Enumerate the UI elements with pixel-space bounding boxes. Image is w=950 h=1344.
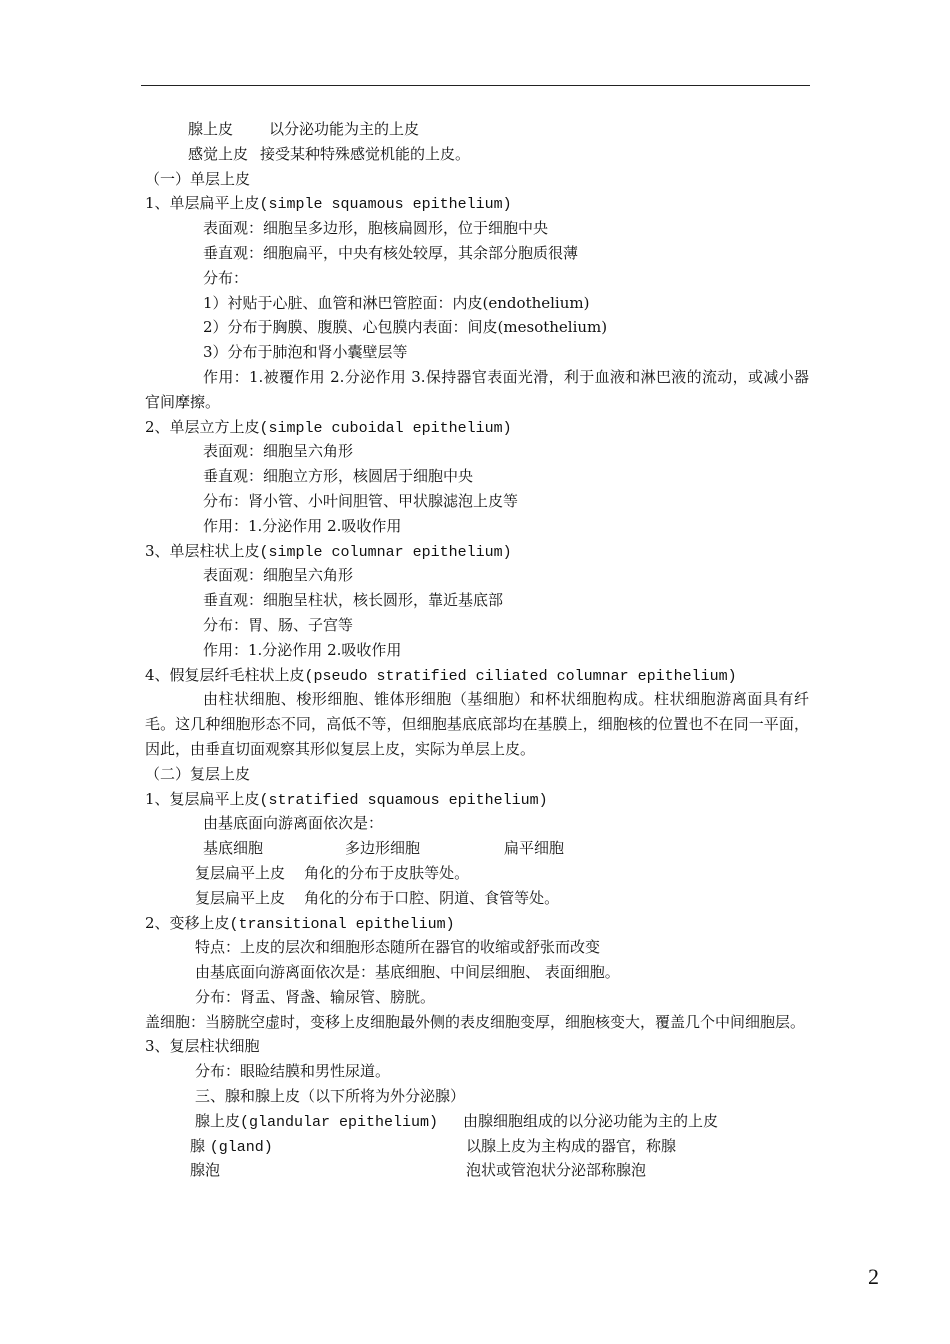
simple-cuboidal-vertical: 垂直观：细胞立方形，核圆居于细胞中央: [203, 467, 474, 486]
intro-sensory: [145, 142, 809, 167]
simple-cuboidal-surface: 表面观：细胞呈六角形: [203, 442, 354, 461]
title-cn: 2、变移上皮: [145, 913, 230, 932]
simple-cuboidal-distribution: 分布：肾小管、小叶间胆管、甲状腺滤泡上皮等: [203, 491, 519, 510]
stratified-squamous-keratinized: 复层扁平上皮 角化的分布于皮肤等处。: [195, 863, 470, 882]
simple-columnar-distribution: 分布：胃、肠、子宫等: [203, 615, 354, 634]
simple-squamous-surface: 表面观：细胞呈多边形，胞核扁圆形，位于细胞中央: [203, 219, 549, 238]
simple-columnar-vertical: 垂直观：细胞呈柱状，核长圆形，靠近基底部: [203, 591, 504, 610]
title-cn: 4、假复层纤毛柱状上皮: [145, 665, 305, 684]
title-en: (stratified squamous epithelium): [259, 791, 548, 809]
term-cn: 腺上皮: [195, 1111, 241, 1130]
gland-row-acinus: [145, 1158, 809, 1183]
heading-simple-columnar: [145, 539, 809, 564]
term-cn: 腺泡: [190, 1161, 221, 1180]
stratified-squamous-layers: [145, 836, 809, 861]
layer-polygonal: 多边形细胞: [345, 839, 421, 858]
heading-simple-squamous: [145, 191, 809, 216]
transitional-distribution: 分布：肾盂、肾盏、输尿管、膀胱。: [195, 987, 436, 1006]
simple-squamous-function: 作用：1.被覆作用 2.分泌作用 3.保持器官表面光滑，利于血液和淋巴液的流动，或减小器官间摩擦。: [145, 367, 809, 411]
gland-row-gland: [145, 1134, 809, 1159]
transitional-order: 由基底面向游离面依次是：基底细胞、中间层细胞、 表面细胞。: [195, 963, 620, 982]
stratified-columnar-distribution: 分布：眼睑结膜和男性尿道。: [195, 1062, 391, 1081]
section-heading-gland: 三、腺和腺上皮（以下所将为外分泌腺）: [195, 1087, 466, 1106]
title-en: (simple squamous epithelium): [259, 196, 512, 214]
gland-term: [190, 1158, 466, 1185]
title-cn: 3、单层柱状上皮: [145, 541, 260, 560]
intro-glandular: [145, 117, 809, 142]
pseudostratified-description: 由柱状细胞、梭形细胞、锥体形细胞（基细胞）和杯状细胞构成。柱状细胞游离面具有纤毛。这几种细胞形态不同，高低不等，但细胞基底底部均在基膜上，细胞核的位置也不在同一平面，因此，由垂直切面观察其形似复层上皮，实际为单层上皮。: [145, 690, 809, 758]
simple-squamous-dist-3: 3）分布于肺泡和肾小囊壁层等: [203, 343, 408, 362]
simple-squamous-dist-1: 1）衬贴于心脏、血管和淋巴管腔面：内皮(endothelium): [203, 293, 590, 312]
term-en: (glandular epithelium): [240, 1113, 439, 1131]
title-cn: 1、单层扁平上皮: [145, 194, 260, 213]
simple-columnar-surface: 表面观：细胞呈六角形: [203, 566, 354, 585]
gland-definition: 由腺细胞组成的以分泌功能为主的上皮: [463, 1111, 719, 1130]
gland-term: [190, 1134, 466, 1161]
title-en: (pseudo stratified ciliated columnar epithelium): [304, 667, 737, 685]
term: 感觉上皮: [188, 144, 249, 163]
layer-squamous: 扁平细胞: [504, 839, 565, 858]
transitional-feature: 特点：上皮的层次和细胞形态随所在器官的收缩或舒张而改变: [195, 938, 601, 957]
stratified-squamous-order-intro: 由基底面向游离面依次是：: [203, 814, 384, 833]
title-en: (simple columnar epithelium): [259, 543, 512, 561]
gland-row-glandular-epithelium: [145, 1109, 809, 1134]
term: 腺上皮: [188, 120, 234, 138]
title-cn: 1、复层扁平上皮: [145, 789, 260, 808]
title-cn: 2、单层立方上皮: [145, 417, 260, 436]
simple-columnar-function: 作用：1.分泌作用 2.吸收作用: [203, 640, 402, 659]
transitional-umbrella-cell: 盖细胞：当膀胱空虚时，变移上皮细胞最外侧的表皮细胞变厚，细胞核变大，覆盖几个中间细胞层。: [145, 1012, 806, 1031]
heading-stratified-squamous: [145, 787, 809, 812]
heading-pseudostratified: [145, 663, 809, 688]
heading-simple-cuboidal: [145, 415, 809, 440]
simple-squamous-vertical: 垂直观：细胞扁平，中央有核处较厚，其余部分胞质很薄: [203, 243, 579, 262]
simple-squamous-distribution-label: 分布：: [203, 268, 249, 287]
term-en: (gland): [209, 1138, 273, 1156]
section-heading-single: （一）单层上皮: [145, 169, 251, 188]
term-cn: 腺: [190, 1136, 210, 1155]
document-body: [145, 117, 809, 1183]
gland-definition: 泡状或管泡状分泌部称腺泡: [466, 1161, 647, 1180]
section-heading-stratified: （二）复层上皮: [145, 764, 251, 783]
title-en: (transitional epithelium): [229, 915, 455, 933]
gland-definition: 以腺上皮为主构成的器官，称腺: [466, 1136, 677, 1155]
title-en: (simple cuboidal epithelium): [259, 419, 512, 437]
heading-stratified-columnar: 3、复层柱状细胞: [145, 1037, 260, 1056]
stratified-squamous-nonkeratinized: 复层扁平上皮 角化的分布于口腔、阴道、食管等处。: [195, 888, 560, 907]
gland-term: [195, 1109, 463, 1136]
layer-basal: 基底细胞: [203, 839, 264, 858]
definition: 以分泌功能为主的上皮: [269, 120, 420, 138]
definition: 接受某种特殊感觉机能的上皮。: [260, 144, 471, 163]
heading-transitional: [145, 911, 809, 936]
simple-squamous-dist-2: 2）分布于胸膜、腹膜、心包膜内表面：间皮(mesothelium): [203, 318, 608, 337]
page-number: 2: [868, 1264, 879, 1289]
header-rule: [141, 85, 810, 86]
simple-cuboidal-function: 作用：1.分泌作用 2.吸收作用: [203, 516, 402, 535]
